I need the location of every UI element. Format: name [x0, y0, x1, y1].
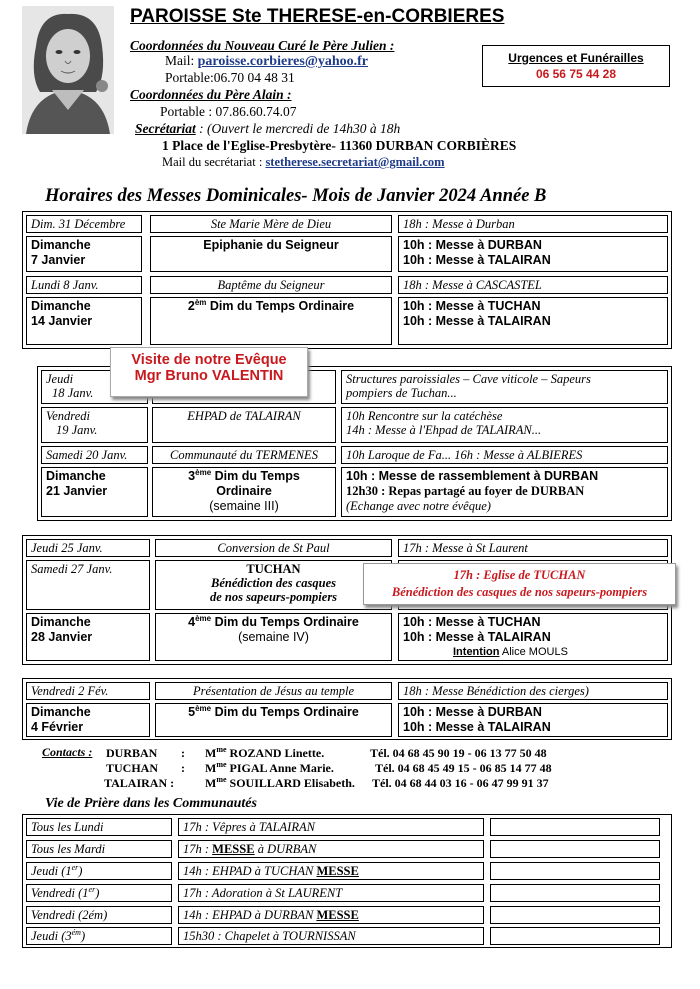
- mass-cell: 10h : Messe à TUCHAN 10h : Messe à TALAIRAN: [398, 297, 668, 345]
- secretariat-mail-link[interactable]: stetherese.secretariat@gmail.com: [265, 155, 445, 169]
- priere-day: Tous les Lundi: [26, 818, 172, 836]
- priere-day: Jeudi $(3^{ém})$: [26, 927, 172, 945]
- priere-activity: 15h30 : Chapelet à TOURNISSAN: [178, 927, 484, 945]
- contact-phone: Tél. 04 68 45 49 15 - 06 85 14 77 48: [375, 761, 552, 775]
- contact-name: $M^{me}$ PIGAL Anne Marie.: [205, 760, 334, 775]
- feast-cell: Baptême du Seigneur: [150, 276, 392, 294]
- priere-activity: 17h : Adoration à St LAURENT: [178, 884, 484, 902]
- feast-cell: 5ème Dim du Temps Ordinaire: [155, 703, 392, 737]
- date-cell: Jeudi 25 Janv.: [26, 539, 150, 557]
- date-cell: Samedi 20 Janv.: [41, 446, 148, 464]
- date-cell: Dimanche 14 Janvier: [26, 297, 142, 345]
- date-cell: Jeudi 18 Janv.: [41, 370, 148, 404]
- visit-line-1: Visite de notre Evêque: [131, 352, 287, 368]
- priere-activity: 17h : Vêpres à TALAIRAN: [178, 818, 484, 836]
- priere-empty: [490, 884, 660, 902]
- mass-cell: 10h : Messe à DURBAN 10h : Messe à TALAIRAN: [398, 236, 668, 272]
- feast-cell: 4ème Dim du Temps Ordinaire (semaine IV): [155, 613, 392, 661]
- mass-cell: 18h : Messe à CASCASTEL: [398, 276, 668, 294]
- urgences-phone: 06 56 75 44 28: [535, 67, 617, 81]
- mass-cell: 18h : Messe Bénédiction des cierges): [398, 682, 668, 700]
- mass-cell: 10h Rencontre sur la catéchèse 14h : Messe à l'Ehpad de TALAIRAN...: [341, 407, 668, 443]
- feast-cell: Présentation de Jésus au temple: [155, 682, 392, 700]
- date-cell: Dimanche 21 Janvier: [41, 467, 148, 517]
- tuchan-line-2: Bénédiction des casques de nos sapeurs-pompiers: [391, 585, 648, 599]
- date-cell: Samedi 27 Janv.: [26, 560, 150, 610]
- feast-cell: $2^{èm}$ Dim du Temps Ordinaire: [150, 297, 392, 345]
- contact-town: DURBAN: [106, 746, 158, 760]
- tuchan-blessing-box: [363, 563, 676, 605]
- mass-cell: 10h : Messe à TUCHAN 10h : Messe à TALAIRAN Intention Alice MOULS: [398, 613, 668, 661]
- contact-name: $M^{me}$ ROZAND Linette.: [205, 745, 325, 760]
- feast-cell: Conversion de St Paul: [155, 539, 392, 557]
- date-cell: Dimanche 28 Janvier: [26, 613, 150, 661]
- mass-cell: 10h Laroque de Fa... 16h : Messe à ALBIERES: [341, 446, 668, 464]
- priere-title: Vie de Prière dans les Communautés: [45, 796, 257, 811]
- secretariat-hours: : (Ouvert le mercredi de 14h30 à 18h: [195, 121, 401, 136]
- bishop-visit-box: [110, 347, 308, 397]
- urgences-box: [482, 45, 670, 87]
- contact-town: TALAIRAN :: [104, 776, 175, 790]
- feast-cell: Epiphanie du Seigneur: [150, 236, 392, 272]
- priere-day: Vendredi (2ém): [26, 906, 172, 924]
- priere-empty: [490, 862, 660, 880]
- secretariat-label: Secrétariat: [135, 121, 196, 136]
- secretariat-line: [135, 121, 400, 137]
- contact-phone: Tél. 04 68 45 90 19 - 06 13 77 50 48: [370, 746, 547, 760]
- cure-title: Coordonnées du Nouveau Curé le Père Julien :: [130, 38, 395, 53]
- date-cell: Vendredi 19 Janv.: [41, 407, 148, 443]
- priere-empty: [490, 840, 660, 858]
- priere-activity: 17h : MESSE à DURBAN: [178, 840, 484, 858]
- date-cell: Dimanche 4 Février: [26, 703, 150, 737]
- visit-line-2: Mgr Bruno VALENTIN: [134, 368, 284, 384]
- secretariat-mail-label: Mail du secrétariat :: [162, 155, 263, 169]
- mass-cell: 17h : Messe à St Laurent: [398, 539, 668, 557]
- alain-title: Coordonnées du Père Alain :: [130, 87, 292, 102]
- priere-day: Jeudi (1er): [26, 862, 172, 880]
- contact-sep: :: [181, 761, 185, 775]
- date-cell: Lundi 8 Janv.: [26, 276, 142, 294]
- saint-therese-portrait: [22, 6, 114, 134]
- feast-cell: EHPAD de TALAIRAN: [152, 407, 336, 443]
- intention-line: Intention Alice MOULS: [453, 646, 568, 658]
- priere-empty: [490, 927, 660, 945]
- tuchan-line-1: 17h : Eglise de TUCHAN: [453, 568, 586, 582]
- date-cell: Vendredi 2 Fév.: [26, 682, 150, 700]
- cure-mail-label: Mail:: [165, 53, 195, 68]
- feast-cell: TUCHAN Bénédiction des casques de nos sapeurs-pompiers: [155, 560, 392, 610]
- alain-phone: Portable : 07.86.60.74.07: [160, 104, 297, 119]
- date-cell: Dimanche 7 Janvier: [26, 236, 142, 272]
- priere-day: Vendredi (1er): [26, 884, 172, 902]
- feast-cell: Communauté du TERMENES: [152, 446, 336, 464]
- priere-activity: 14h : EHPAD à TUCHAN MESSE: [178, 862, 484, 880]
- feast-cell: 3ème Dim du Temps Ordinaire (semaine III): [152, 467, 336, 517]
- mass-cell: 10h : Messe de rassemblement à DURBAN 12h30 : Repas partagé au foyer de DURBAN (Echange avec notre évêque): [341, 467, 668, 517]
- secretariat-mail-line: [162, 155, 445, 170]
- parish-title: PAROISSE Ste THERESE-en-CORBIERES: [130, 6, 505, 27]
- priere-empty: [490, 906, 660, 924]
- cure-mail-line: [165, 53, 368, 70]
- feast-cell: Ste Marie Mère de Dieu: [150, 215, 392, 233]
- main-title: Horaires des Messes Dominicales- Mois de Janvier 2024 Année B: [45, 186, 547, 206]
- priere-activity: 14h : EHPAD à DURBAN MESSE: [178, 906, 484, 924]
- mass-cell: 10h : Messe à DURBAN 10h : Messe à TALAIRAN: [398, 703, 668, 737]
- mass-cell: 18h : Messe à Durban: [398, 215, 668, 233]
- mass-cell: Structures paroissiales – Cave viticole – Sapeurs pompiers de Tuchan...: [341, 370, 668, 404]
- cure-phone: Portable:06.70 04 48 31: [165, 70, 295, 85]
- contact-town: TUCHAN: [106, 761, 159, 775]
- cure-mail-link[interactable]: paroisse.corbieres@yahoo.fr: [197, 54, 368, 69]
- contact-phone: Tél. 04 68 44 03 16 - 06 47 99 91 37: [372, 776, 549, 790]
- contacts-label: Contacts :: [42, 745, 93, 759]
- priere-empty: [490, 818, 660, 836]
- urgences-title: Urgences et Funérailles: [508, 51, 644, 65]
- contact-sep: :: [181, 746, 185, 760]
- priere-day: Tous les Mardi: [26, 840, 172, 858]
- date-cell: Dim. 31 Décembre: [26, 215, 142, 233]
- secretariat-address: 1 Place de l'Eglise-Presbytère- 11360 DURBAN CORBIÈRES: [162, 138, 517, 153]
- contact-name: $M^{me}$ SOUILLARD Elisabeth.: [205, 775, 355, 790]
